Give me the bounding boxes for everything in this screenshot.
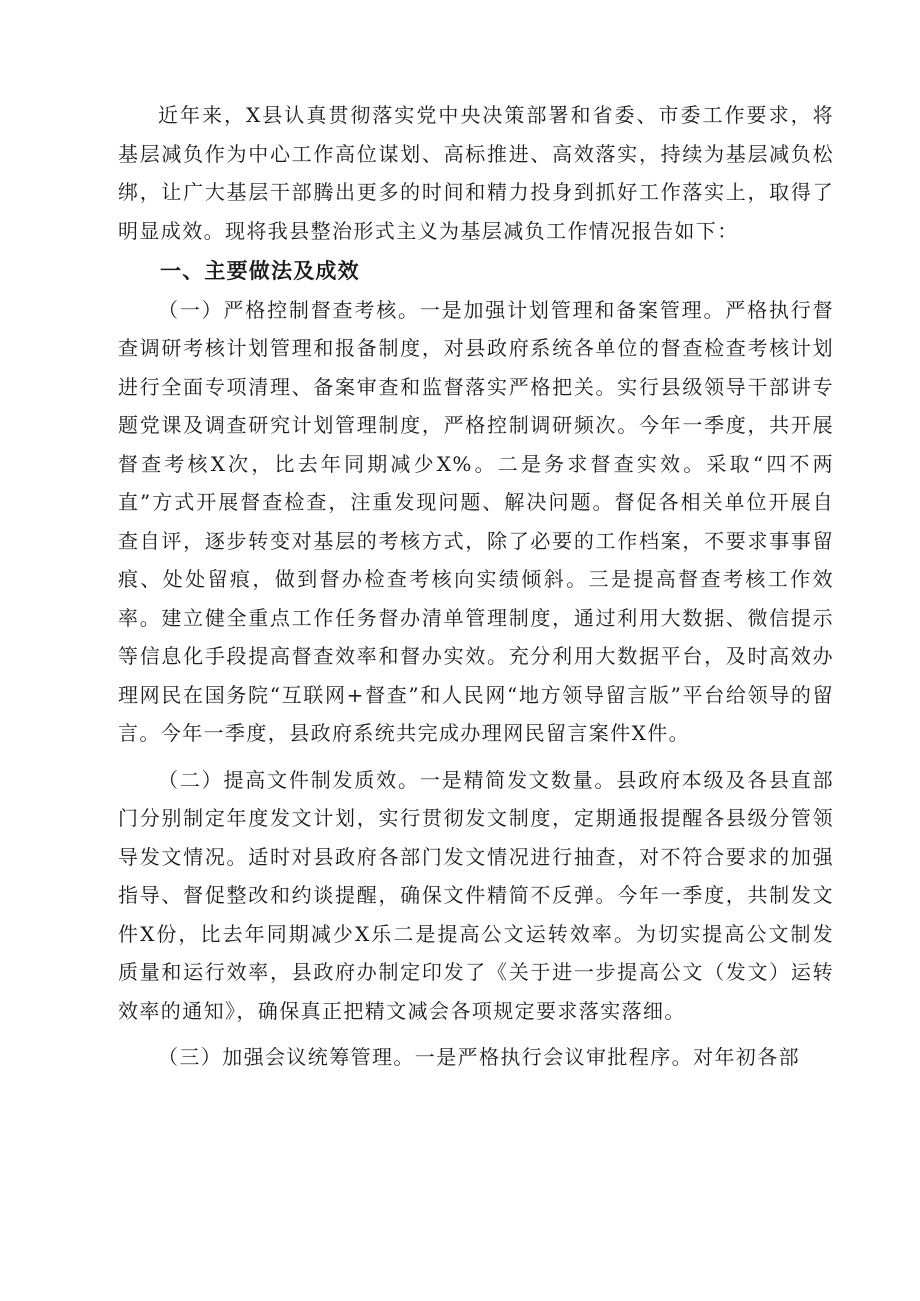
intro-paragraph: 近年来，X县认真贯彻落实党中央决策部署和省委、市委工作要求，将基层减负作为中心工作高位谋划、高标推进、高效落实，持续为基层减负松绑，让广大基层干部腾出更多的时间和精力投身到抓好工作落实上，取得了明显成效。现将我县整治形式主义为基层减负工作情况报告如下： xyxy=(118,103,834,243)
paragraph-supervision: （一）严格控制督查考核。一是加强计划管理和备案管理。严格执行督查调研考核计划管理和报备制度，对县政府系统各单位的督查检查考核计划进行全面专项清理、备案审查和监督落实严格把关。实行县级领导干部讲专题党课及调查研究计划管理制度，严格控制调研频次。今年一季度，共开展督查考核X次，比去年同期减少X%。二是务求督查实效。采取“四不两直”方式开展督查检查，注重发现问题、解决问题。督促各相关单位开展自查自评，逐步转变对基层的考核方式，除了必要的工作档案，不要求事事留痕、处处留痕，做到督办检查考核向实绩倾斜。三是提高督查考核工作效率。建立健全重点工作任务督办清单管理制度，通过利用大数据、微信提示等信息化手段提高督查效率和督办实效。充分利用大数据平台，及时高效办理网民在国务院“互联网+督查”和人民网“地方领导留言版”平台给领导的留言。今年一季度，县政府系统共完成办理网民留言案件X件。 xyxy=(118,297,834,745)
section-heading: 一、主要做法及成效 xyxy=(160,259,360,283)
paragraph-meetings: （三）加强会议统筹管理。一是严格执行会议审批程序。对年初各部 xyxy=(158,1045,800,1069)
document-page xyxy=(118,96,834,1077)
paragraph-documents: （二）提高文件制发质效。一是精简发文数量。县政府本级及各县直部门分别制定年度发文计划，实行贯彻发文制度，定期通报提醒各县级分管领导发文情况。适时对县政府各部门发文情况进行抽查，对不符合要求的加强指导、督促整改和约谈提醒，确保文件精简不反弹。今年一季度，共制发文件X份，比去年同期减少X乐二是提高公文运转效率。为切实提高公文制发质量和运行效率，县政府办制定印发了《关于进一步提高公文（发文）运转效率的通知》，确保真正把精文减会各项规定要求落实落细。 xyxy=(118,767,834,1023)
